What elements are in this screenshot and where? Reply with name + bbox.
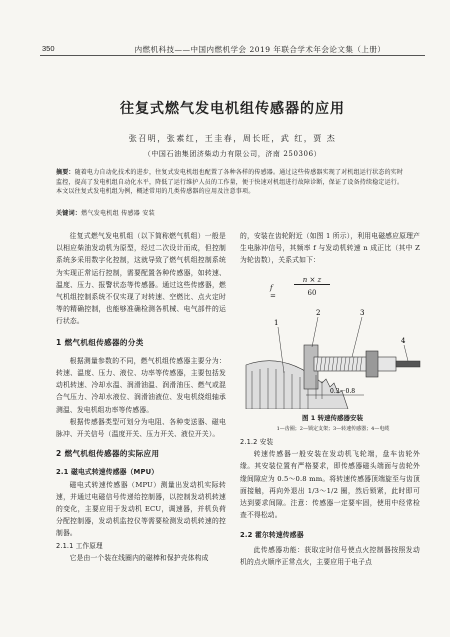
figure-1-subcaption: 1—齿圈；2—锁定支架；3—转速传感器；4—电缆 bbox=[276, 426, 390, 432]
lock-nut bbox=[366, 351, 378, 377]
section-1-paragraph-1: 根据测量参数的不同，燃气机组传感器主要分为：转速、温度、压力、液位、功率等传感器，主要包括发动机转速、冷却水温、润滑油温、润滑油压、燃气或混合气压力、冷却水液位、润滑油液位、发电机绕组轴承测温、发电机组功率等传感器。 bbox=[56, 356, 226, 414]
gap-dimension-label: 0.3～0.8 bbox=[330, 388, 356, 395]
section-2-heading: 2 燃气机组传感器的实际应用 bbox=[56, 449, 160, 459]
author-list: 张召明，张素红，王圭春，周长旺，武 红，贾 杰 bbox=[128, 134, 337, 143]
section-1-paragraph-2: 根据传感器类型可划分为电阻、各种变送器、磁电脉冲、开关信号（温度开关、压力开关、液位开关）。 bbox=[56, 417, 226, 439]
section-2-2-heading: 2.2 霍尔转速传感器 bbox=[240, 531, 304, 540]
abstract-label: 摘要： bbox=[56, 169, 75, 176]
formula-denominator: 60 bbox=[307, 289, 317, 297]
intro-paragraph: 往复式燃气发电机组（以下简称燃气机组）一般是以相应柴油发动机为原型，经过二次设计而成，但控制系统多采用数字化控制，这就导致了燃气机组控制系统为实现正常运行控制，需要配置各种传感器，如转速、温度、压力、报警状态等传感器。通过这些传感器，燃气机组控制系统不仅实现了对转速、空燃比、点火定时等的精确控制，也能够准确检测各机械、电气部件的运行状态。 bbox=[56, 232, 226, 326]
right-column-top bbox=[240, 230, 420, 267]
section-2-1-1-heading: 2.1.1 工作原理 bbox=[56, 541, 103, 550]
label-2: 2 bbox=[316, 309, 321, 317]
page-number: 350 bbox=[42, 44, 55, 53]
header-rule bbox=[40, 55, 425, 56]
figure-1-sensor-installation bbox=[244, 305, 424, 409]
keywords-label: 关键词： bbox=[56, 210, 82, 217]
right-paragraph-1: 的，安装在齿轮附近（如图 1 所示），利用电磁感应原理产生电脉冲信号，其频率 f 与发动机转速 n 成正比（其中 Z 为轮齿数），关系式如下： bbox=[240, 232, 420, 265]
section-2-1-heading: 2.1 磁电式转速传感器（MPU） bbox=[56, 468, 159, 477]
figure-1-caption: 图 1 转速传感器安装 bbox=[301, 414, 364, 422]
section-2-1-1-paragraph: 它是由一个装在线圈内的磁棒和保护壳体构成 bbox=[69, 553, 209, 562]
label-4: 4 bbox=[401, 337, 406, 345]
label-3: 3 bbox=[360, 309, 365, 317]
running-title: 内燃机科技——中国内燃机学会 2019 年联合学术年会论文集（上册） bbox=[134, 45, 386, 54]
label-1: 1 bbox=[274, 319, 279, 327]
formula-lhs: f = bbox=[270, 284, 276, 300]
right-column-bottom bbox=[240, 436, 420, 568]
section-2-2-paragraph: 此传感器功能：获取定时信号使点火控制器按照发动机的点火顺序正常点火，主要应用于电子点 bbox=[240, 545, 420, 566]
abstract-text: 随着电力自动化技术的进步，往复式发电机组也配置了各种各样的传感器。通过这些传感器实现了对机组运行状态的实时监控，提高了发电机组自动化水平，降低了运行维护人员的工作量，便于快速对机组进行故障诊断，保证了设备持续稳定运行。本文以往复式发电机组为例，概述常用的几类传感器的应用及注意事项。 bbox=[56, 169, 404, 196]
cable bbox=[396, 361, 420, 367]
paper-title: 往复式燃气发电机组传感器的应用 bbox=[120, 101, 345, 117]
affiliation: （中国石油集团济柴动力有限公司，济南 250306） bbox=[143, 150, 322, 158]
section-2-1-2-heading: 2.1.2 安装 bbox=[240, 438, 274, 446]
abstract bbox=[56, 168, 408, 197]
keywords-text: 燃气发电机组 传感器 安装 bbox=[81, 210, 155, 217]
keywords bbox=[56, 208, 155, 217]
section-2-1-2-paragraph: 转速传感器一般安装在发动机飞轮端，盘车齿轮外缘。其安装位置有严格要求，即传感器磁头端面与齿轮外缘间隙应为 0.5～0.8 mm。将转速传感器顶端旋至与齿顶面接触，再向外退出 1/3～1/2 圈，然后锁紧，此时即可达到要求间隙。注意：传感器一定要牢固，使用中经常检查不得松动。 bbox=[240, 450, 420, 520]
section-2-1-paragraph: 磁电式转速传感器（MPU）测量出发动机实际转速，并通过电磁信号传递给控制器，以控制发动机转速的变化，主要应用于发动机 ECU，调速器，并机负荷分配控制器，发动机监控仪等需要检测发动机转速的控制器。 bbox=[56, 480, 226, 538]
section-1-heading: 1 燃气机组传感器的分类 bbox=[56, 337, 144, 347]
left-column bbox=[56, 230, 226, 564]
speed-sensor-body bbox=[314, 357, 396, 371]
formula-numerator: n × z bbox=[294, 276, 330, 285]
